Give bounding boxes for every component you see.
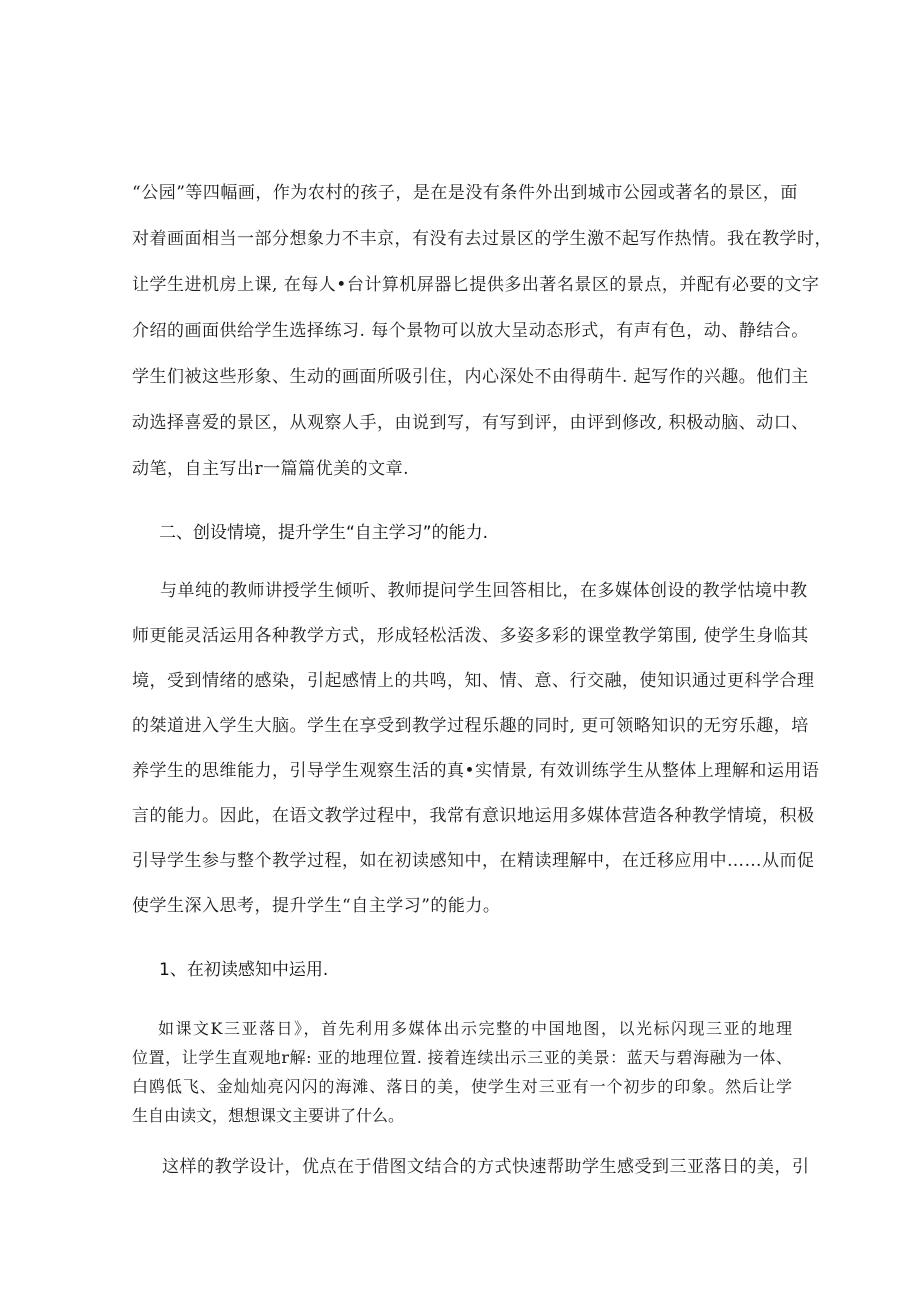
paragraph-2-line-2: 师更能灵活运用各种教学方式，形成轻松活泼、多姿多彩的课堂教学第围, 使学生身临其 <box>132 626 809 646</box>
paragraph-2-line-8: 使学生深入思考，提升学生“自主学习”的能力。 <box>132 896 501 916</box>
paragraph-1-line-5: 学生们被这些形象、生动的画面所吸引住，内心深处不由得萌牛. 起写作的兴趣。他们主 <box>132 367 809 387</box>
paragraph-2-line-3: 境，受到情绪的感染，引起感情上的共鸣，知、情、意、行交融，使知识通过更科学合理 <box>132 671 815 691</box>
paragraph-1-line-1: “公园”等四幅画，作为农村的孩子，是在是没有条件外出到城市公园或著名的景区，面 <box>132 183 798 203</box>
paragraph-2-line-5: 养学生的思维能力，引导学生观察生活的真•实情景, 有效训练学生从整体上理解和运用语 <box>132 761 820 781</box>
section-heading-2: 二、创设情境，提升学生“自主学习”的能力. <box>159 523 489 543</box>
paragraph-2-line-7: 引导学生参与整个教学过程，如在初读感知中，在精读理解中，在迁移应用中……从而促 <box>132 851 815 871</box>
paragraph-1-line-2: 对着画面相当一部分想象力不丰京，有没有去过景区的学生激不起写作热情。我在教学时， <box>132 229 832 249</box>
paragraph-1-line-4: 介绍的画面供给学生选择练习. 每个景物可以放大呈动态形式，有声有色，动、静结合。 <box>132 321 809 341</box>
paragraph-2-line-6: 言的能力。因此，在语文教学过程中，我常有意识地运用多媒体营造各种教学情境，积极 <box>132 806 815 826</box>
paragraph-1-line-6: 动选择喜爱的景区，从观察人手，由说到写，有写到评，由评到修改, 积极动脑、动口、 <box>132 413 809 433</box>
paragraph-4-line-1: 这样的教学设计，优点在于借图文结合的方式快速帮助学生感受到三亚落日的美，引 <box>162 1157 810 1177</box>
paragraph-3-line-4: 生自由读文，想想课文主要讲了什么。 <box>132 1106 405 1125</box>
paragraph-2-line-1: 与单纯的教师讲授学生倾听、教师提问学生回答相比，在多媒体创设的教学怙境中教 <box>160 581 808 601</box>
paragraph-3-line-1: 如课文K三亚落日》，首先利用多媒体出示完整的中国地图，以光标闪现三亚的地理 <box>158 1019 792 1038</box>
paragraph-2-line-4: 的桀道进入学生大脑。学生在享受到教学过程乐趣的同时, 更可领略知识的无穷乐趣，培 <box>132 716 809 736</box>
paragraph-1-line-3: 让学生进机房上课, 在每人•台计算机屏器匕提供多出著名景区的景点，并配有必要的文字 <box>132 275 820 295</box>
section-heading-3: 1、在初读感知中运用. <box>159 960 329 980</box>
paragraph-3-line-2: 位置，让学生直观地r解: 亚的地理位置. 接着连续出示三亚的美景：蓝天与碧海融为一体、 <box>132 1048 792 1067</box>
paragraph-1-line-7: 动笔，自主写出r一篇篇优美的文章. <box>132 459 410 479</box>
paragraph-3-line-3: 白鸥低飞、金灿灿亮闪闪的海滩、落日的美，使学生对三亚有一个初步的印象。然后让学 <box>132 1077 792 1096</box>
